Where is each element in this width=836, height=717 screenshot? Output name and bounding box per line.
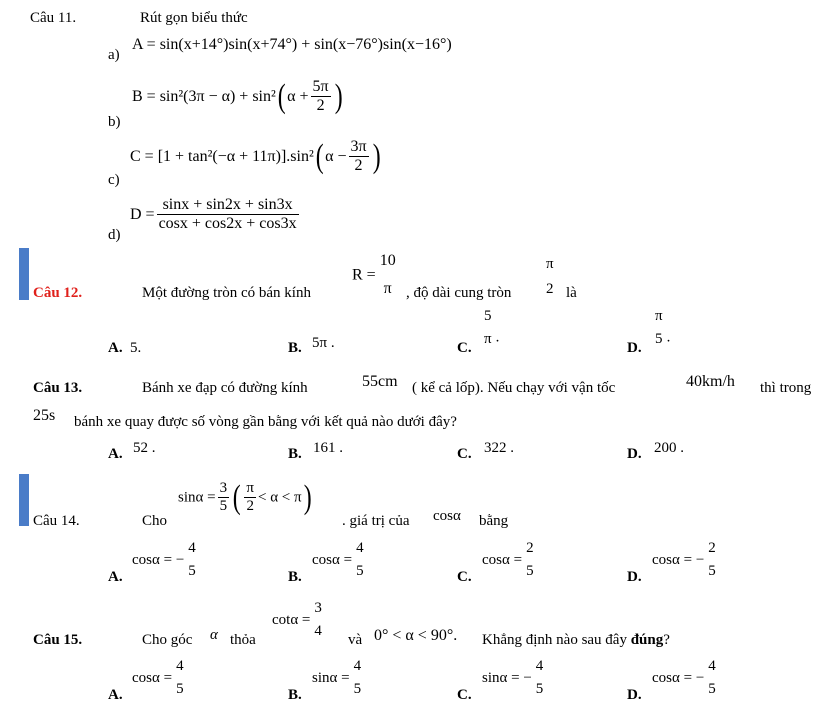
q14-option-a-lhs: cosα = − (132, 551, 185, 568)
q11d-lhs: D = (130, 205, 155, 223)
q12-text1: Một đường tròn có bán kính (142, 285, 311, 301)
q14-option-a-key: A. (108, 569, 123, 585)
q11b-frac-num: 5π (311, 78, 331, 97)
q13-option-a-value: 52 . (133, 440, 156, 456)
q15-text4-main: Khẳng định nào sau đây (482, 632, 627, 648)
q11d-denominator: cosx + cos2x + cos3x (158, 215, 297, 233)
q11-label: Câu 11. (30, 10, 77, 26)
q12-radius-num: 10 (379, 252, 396, 269)
q12-option-c-key: C. (457, 340, 472, 356)
q15-option-a-lhs: cosα = (132, 669, 173, 686)
q13-speed: 40km/h (686, 373, 735, 390)
q14-marker-bar (19, 474, 29, 526)
q12-option-c-value (480, 308, 499, 349)
q15-option-a-value (132, 658, 188, 699)
q15-cot-den: 4 (314, 623, 322, 640)
q11c-option: c) (108, 172, 120, 188)
q14-option-a-value (132, 540, 200, 581)
q14-option-c-key: C. (457, 569, 472, 585)
q11c-frac-den: 2 (354, 157, 363, 175)
q14-cond-lhs: sinα = (178, 489, 216, 506)
q14-option-a-num: 4 (188, 540, 196, 556)
q15-option-a-num: 4 (176, 658, 184, 674)
q12-option-b-key: B. (288, 340, 302, 356)
q13-diameter: 55cm (362, 373, 398, 390)
q12-option-a-key: A. (108, 340, 123, 356)
q12-option-c-num: 5 (484, 308, 492, 324)
q15-text3: và (348, 632, 363, 648)
q15-option-d-lhs: cosα = − (652, 669, 705, 686)
q15-cot-num: 3 (314, 600, 322, 616)
q12-text2: , độ dài cung tròn (406, 285, 512, 301)
q15-option-c-num: 4 (535, 658, 544, 674)
q15-option-b-den: 5 (353, 681, 362, 698)
q13-option-d-key: D. (627, 446, 642, 462)
q15-option-b-key: B. (288, 687, 302, 703)
q11d-expression (130, 196, 301, 234)
q15-option-a-key: A. (108, 687, 123, 703)
q15-option-b-lhs: sinα = (312, 669, 350, 686)
q15-option-c-den: 5 (535, 681, 544, 698)
q11b-pre: α + (287, 87, 309, 105)
q11c-frac-num: 3π (349, 138, 369, 157)
q13-option-b-key: B. (288, 446, 302, 462)
q15-text2: thỏa (230, 632, 256, 648)
q13-text4: bánh xe quay được số vòng gần bằng với kết quả nào dưới đây? (74, 414, 457, 430)
q12-option-d-num: π (655, 308, 663, 324)
q15-option-d-key: D. (627, 687, 642, 703)
q11b-expression: B = sin²(3π − α) + sin²( α + $\frac{5\pi}{2}$ ) (132, 77, 343, 115)
q14-option-c-den: 5 (526, 563, 534, 580)
q13-option-b-value: 161 . (313, 440, 343, 456)
q12-text3: là (566, 285, 577, 301)
q15-label: Câu 15. (33, 632, 83, 648)
q12-label: Câu 12. (33, 285, 83, 301)
q15-option-d-value (652, 658, 720, 699)
q13-text1: Bánh xe đạp có đường kính (142, 380, 308, 396)
q14-text2: . giá trị của (342, 513, 410, 529)
q15-cot (272, 600, 326, 641)
q11b-frac-den: 2 (316, 97, 325, 115)
q11b-option: b) (108, 114, 121, 130)
q15-option-a-den: 5 (176, 681, 184, 698)
q15-text4-end: ? (663, 632, 670, 648)
q14-option-c-value (482, 540, 538, 581)
q14-option-d-num: 2 (708, 540, 716, 556)
q12-option-d-tail: . (666, 329, 671, 346)
q12-marker-bar (19, 248, 29, 300)
q15-option-d-num: 4 (708, 658, 716, 674)
q12-arc-num: π (546, 256, 554, 272)
q14-text3: bằng (479, 513, 509, 529)
q13-option-d-value: 200 . (654, 440, 684, 456)
q12-option-c-tail: . (495, 329, 500, 346)
q12-radius (352, 252, 400, 299)
q12-option-a-value: 5. (130, 340, 142, 356)
q12-option-d-den: 5 (655, 331, 663, 348)
q12-option-b-value: 5π . (312, 335, 335, 351)
q12-arc-den: 2 (546, 281, 554, 298)
q14-option-b-key: B. (288, 569, 302, 585)
q13-label: Câu 13. (33, 380, 83, 396)
q14-option-b-num: 4 (356, 540, 364, 556)
q13-option-a-key: A. (108, 446, 123, 462)
q13-text2: ( kể cả lốp). Nếu chạy với vận tốc (412, 380, 616, 396)
q12-option-c-den: π (484, 331, 492, 348)
q13-time: 25s (33, 407, 56, 424)
q14-option-a-den: 5 (188, 563, 196, 580)
q14-option-d-key: D. (627, 569, 642, 585)
q14-cos: cosα (433, 508, 461, 524)
q14-option-c-num: 2 (526, 540, 534, 556)
q14-condition: sinα = $\frac{3}{5}$ ( $\frac{\pi}{2}$ < α < π) (178, 478, 312, 516)
q11d-numerator: sinx + sin2x + sin3x (157, 196, 299, 215)
q12-option-d-value (651, 308, 670, 349)
q14-option-d-lhs: cosα = − (652, 551, 705, 568)
q13-option-c-value: 322 . (484, 440, 514, 456)
q15-option-b-num: 4 (353, 658, 362, 674)
q11c-lhs: C = [1 + tan²(−α + 11π)].sin² (130, 147, 314, 165)
q11c-expression: C = [1 + tan²(−α + 11π)].sin²( α − $\frac{3\pi}{2}$ ) (130, 137, 381, 175)
q13-text3: thì trong (760, 380, 812, 396)
q14-option-b-den: 5 (356, 563, 364, 580)
q11d-option: d) (108, 227, 121, 243)
q14-text1: Cho (142, 513, 168, 529)
q15-option-c-value (482, 658, 547, 699)
q14-cond-num: 3 (218, 480, 230, 498)
q15-text4 (482, 633, 670, 648)
q15-text1: Cho góc (142, 632, 193, 648)
q11a-expression: A = sin(x+14°)sin(x+74°) + sin(x−76°)sin(x−16°) (132, 36, 452, 53)
q11-title: Rút gọn biểu thức (140, 10, 248, 26)
q15-option-c-lhs: sinα = − (482, 669, 532, 686)
q14-option-c-lhs: cosα = (482, 551, 523, 568)
q11c-pre: α − (325, 147, 347, 165)
q12-radius-den: π (383, 280, 392, 298)
q12-radius-lhs: R = (352, 266, 376, 284)
q15-text4-bold: đúng (630, 632, 664, 648)
q15-option-b-value (312, 658, 365, 699)
q12-option-d-key: D. (627, 340, 642, 356)
q14-range-den: 2 (246, 498, 254, 515)
q11b-lhs: B = sin²(3π − α) + sin² (132, 87, 276, 105)
q15-range: 0° < α < 90°. (374, 627, 458, 644)
q14-option-d-value (652, 540, 720, 581)
q14-range-num: π (244, 480, 256, 498)
q12-arc-fraction (542, 256, 558, 299)
q15-cot-lhs: cotα = (272, 611, 311, 628)
q14-label: Câu 14. (33, 513, 80, 529)
q14-range-rest: < α < π (257, 489, 302, 506)
q14-option-d-den: 5 (708, 563, 716, 580)
q13-option-c-key: C. (457, 446, 472, 462)
q11a-option: a) (108, 47, 120, 63)
q15-option-c-key: C. (457, 687, 472, 703)
q14-option-b-lhs: cosα = (312, 551, 353, 568)
q14-option-b-value (312, 540, 368, 581)
q15-option-d-den: 5 (708, 681, 716, 698)
q15-alpha: α (210, 627, 218, 643)
q14-cond-den: 5 (219, 498, 228, 515)
